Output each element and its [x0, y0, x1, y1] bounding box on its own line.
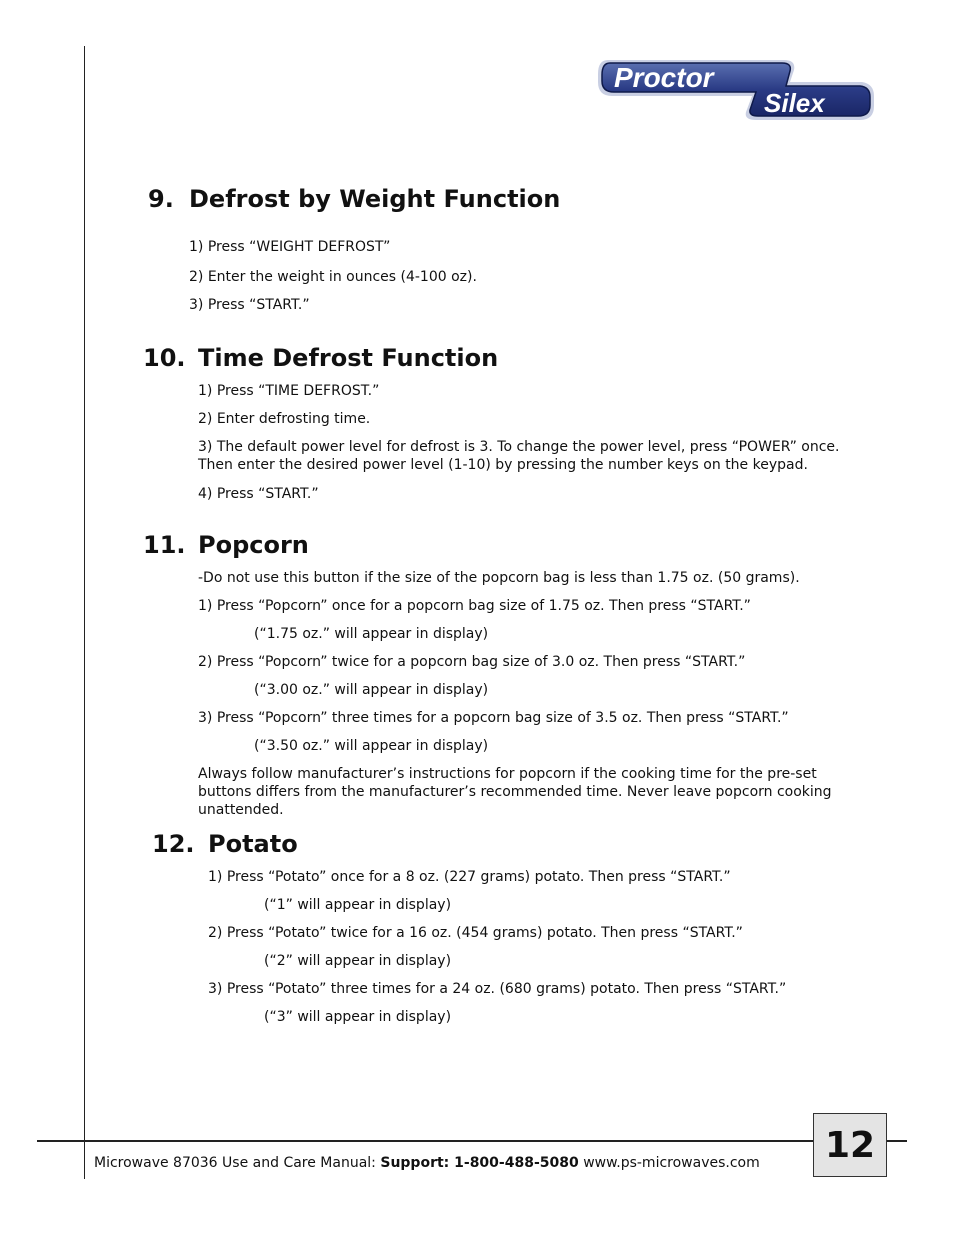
step-text: 3) Press “START.” [189, 297, 310, 313]
footer [94, 1155, 760, 1171]
section-heading [148, 185, 560, 213]
brand-line1: Proctor [614, 62, 714, 93]
step-text: 1) Press “WEIGHT DEFROST” [189, 239, 391, 255]
page-number: 12 [813, 1113, 887, 1177]
display-note: (“3” will appear in display) [264, 1009, 452, 1025]
step-text: 3) The default power level for defrost is 3. To change the power level, press “POWER” once. Then enter the desired power level (1-10) by pressing the number keys on the keypad. [198, 439, 840, 473]
left-margin-rule [84, 46, 85, 1179]
proctor-silex-logo [594, 52, 878, 124]
display-note: (“3.50 oz.” will appear in display) [254, 738, 489, 754]
step-text: 1) Press “Popcorn” once for a popcorn bag size of 1.75 oz. Then press “START.” [198, 598, 751, 614]
footer-support: Support: 1-800-488-5080 [380, 1155, 579, 1171]
brand-line2: Silex [764, 88, 825, 118]
section-number: 10. [143, 344, 186, 372]
step-text: 2) Enter defrosting time. [198, 411, 371, 427]
footer-text: Microwave 87036 Use and Care Manual: [94, 1155, 376, 1171]
section-heading [143, 531, 309, 559]
section-number: 11. [143, 531, 186, 559]
step-text: 1) Press “TIME DEFROST.” [198, 383, 380, 399]
step-text: 2) Press “Popcorn” twice for a popcorn bag size of 3.0 oz. Then press “START.” [198, 654, 746, 670]
section-title: Time Defrost Function [198, 344, 499, 372]
warning-text: Always follow manufacturer’s instructions for popcorn if the cooking time for the pre-set buttons differs from the manufacturer’s recommended time. Never leave popcorn cooking unattended. [198, 766, 832, 818]
section-heading [152, 830, 298, 858]
section-title: Popcorn [198, 531, 309, 559]
section-title: Defrost by Weight Function [189, 185, 561, 213]
footer-rule [37, 1140, 907, 1142]
section-title: Potato [208, 830, 298, 858]
note-text: -Do not use this button if the size of the popcorn bag is less than 1.75 oz. (50 grams). [198, 570, 800, 586]
step-text: 2) Enter the weight in ounces (4-100 oz). [189, 269, 477, 285]
step-text: 2) Press “Potato” twice for a 16 oz. (454 grams) potato. Then press “START.” [208, 925, 743, 941]
section-number: 9. [148, 185, 174, 213]
display-note: (“1” will appear in display) [264, 897, 452, 913]
section-number: 12. [152, 830, 195, 858]
section-heading [143, 344, 498, 372]
step-text: 1) Press “Potato” once for a 8 oz. (227 grams) potato. Then press “START.” [208, 869, 731, 885]
display-note: (“3.00 oz.” will appear in display) [254, 682, 489, 698]
display-note: (“2” will appear in display) [264, 953, 452, 969]
step-text: 4) Press “START.” [198, 486, 319, 502]
footer-url: www.ps-microwaves.com [583, 1155, 760, 1171]
display-note: (“1.75 oz.” will appear in display) [254, 626, 489, 642]
step-text: 3) Press “Potato” three times for a 24 oz. (680 grams) potato. Then press “START.” [208, 981, 787, 997]
step-text: 3) Press “Popcorn” three times for a popcorn bag size of 3.5 oz. Then press “START.” [198, 710, 789, 726]
